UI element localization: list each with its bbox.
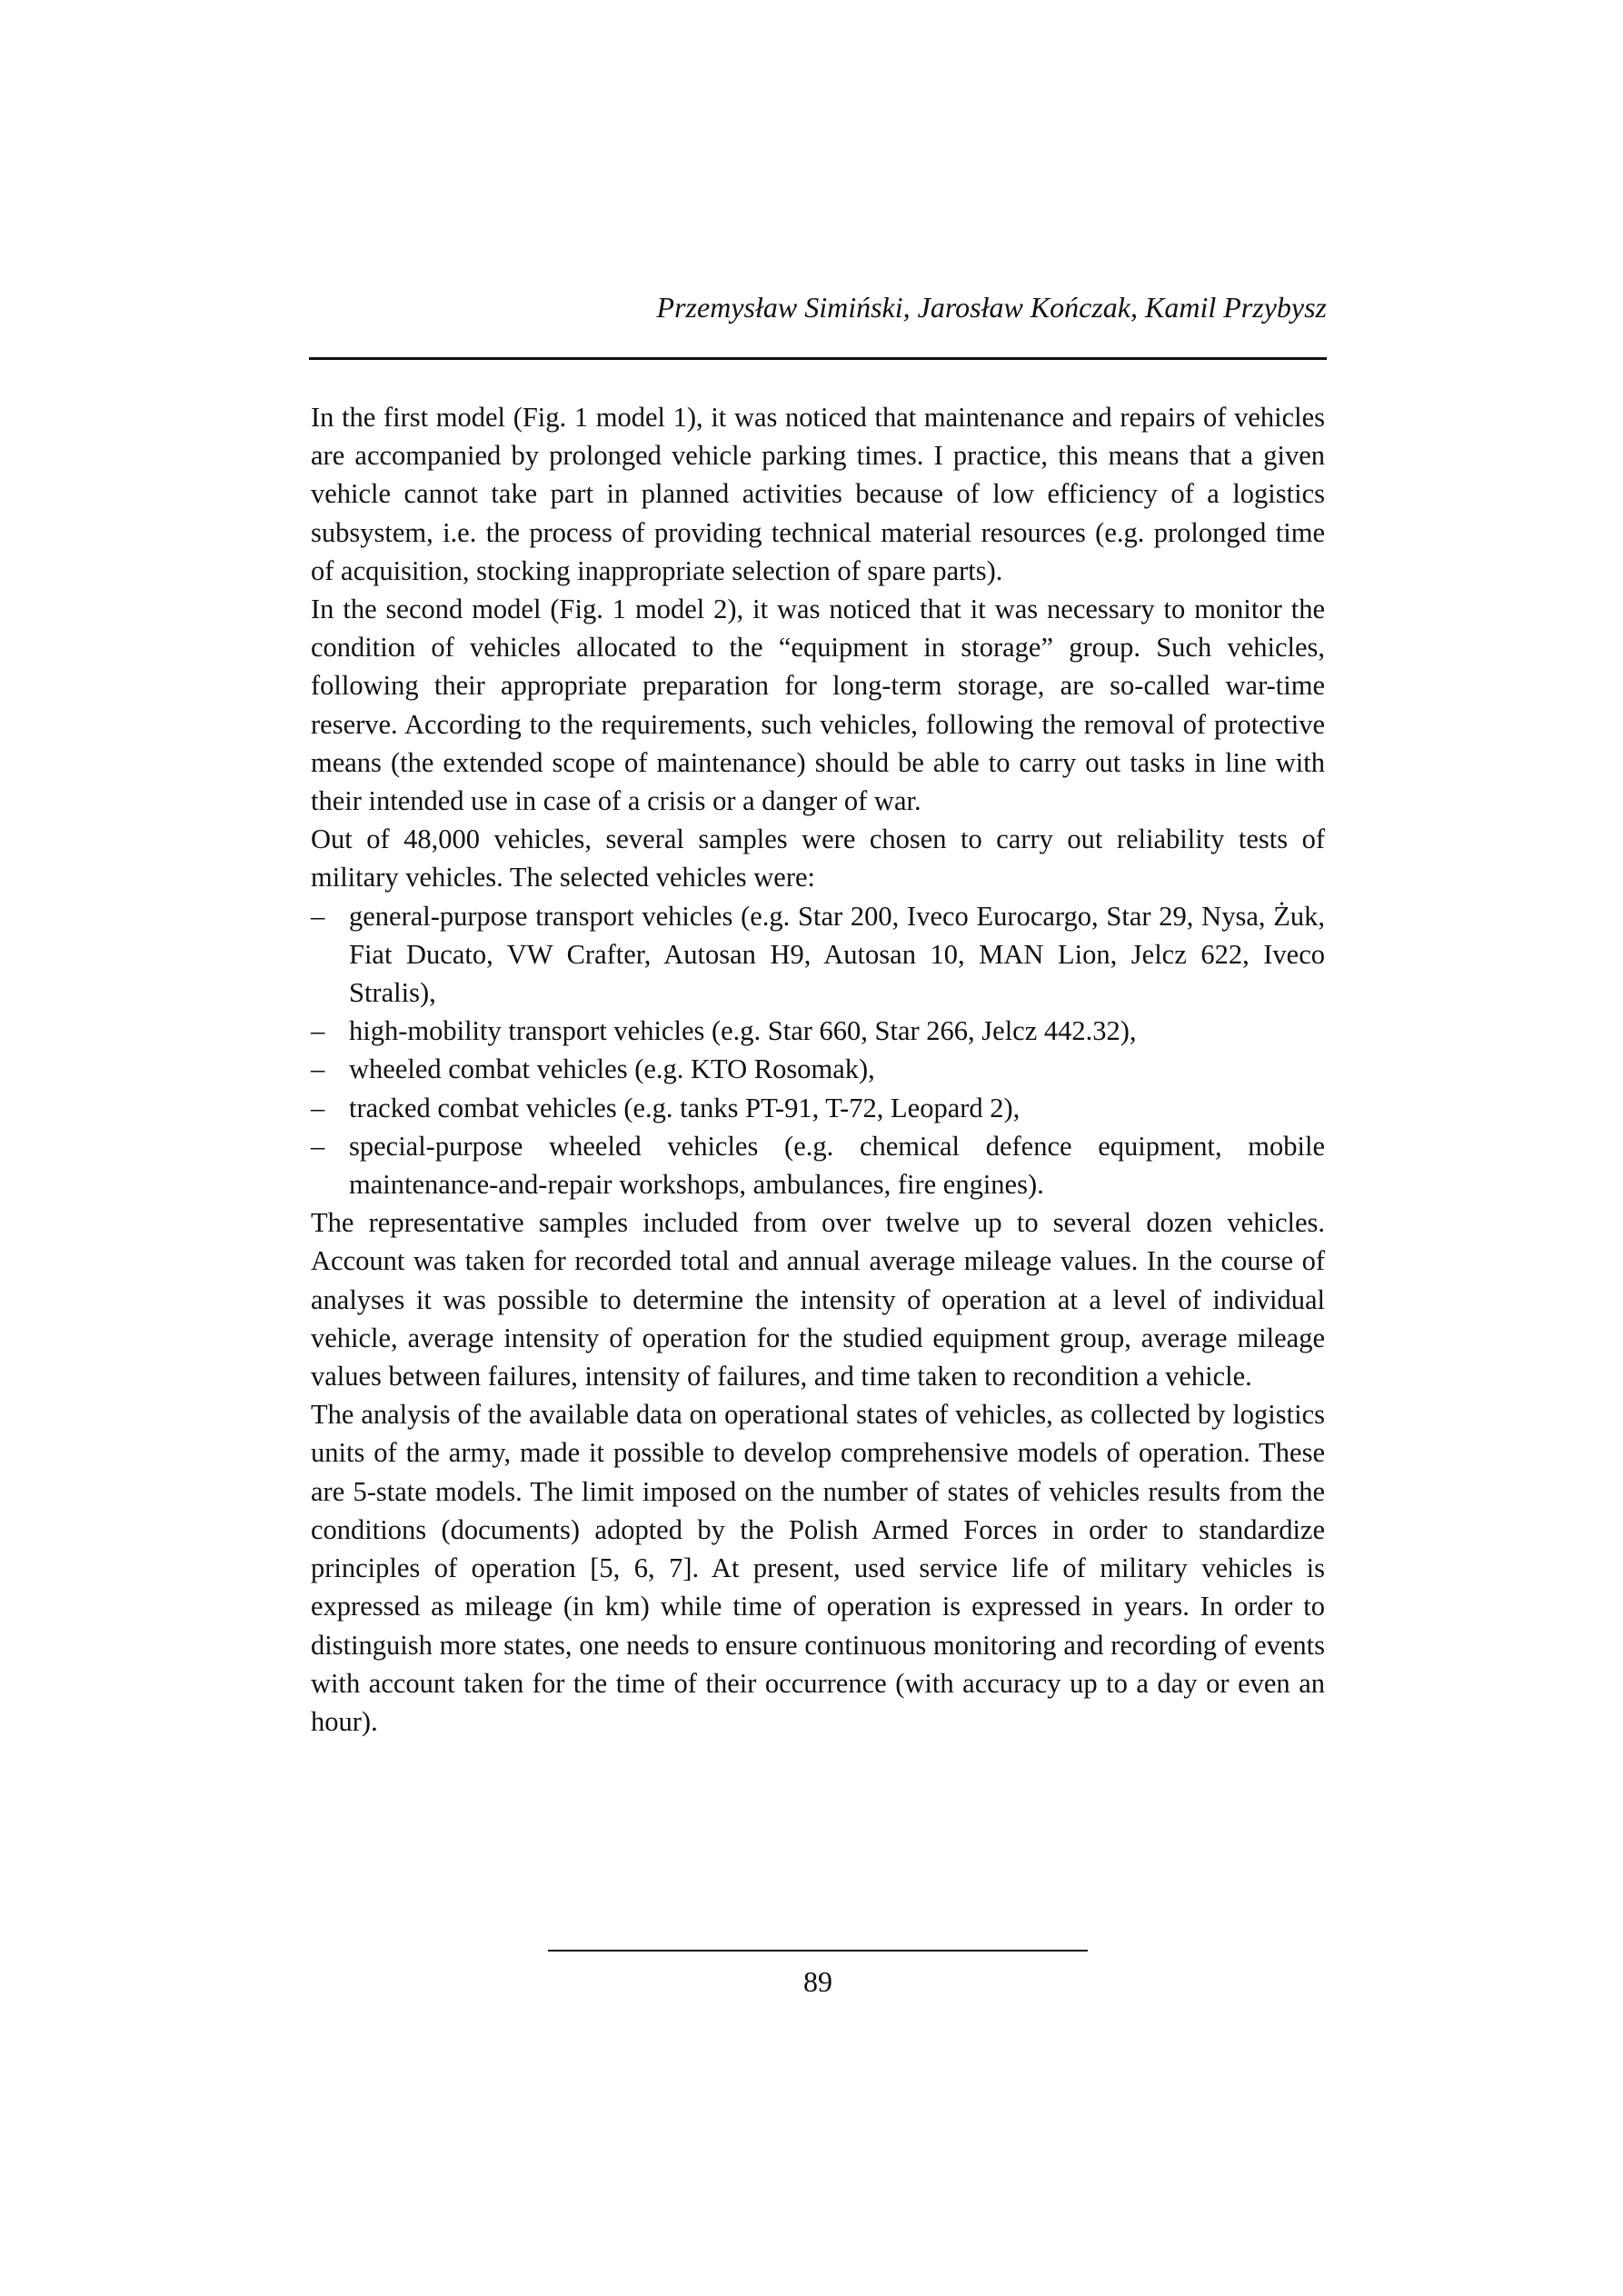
- list-dash-marker: –: [311, 1092, 325, 1123]
- list-item-text: high-mobility transport vehicles (e.g. Star 660, Star 266, Jelcz 442.32),: [349, 1015, 1137, 1047]
- paragraph-second-model: In the second model (Fig. 1 model 2), it was noticed that it was necessary to monitor the condition of vehicles allocated to the “equipment in storage” group. Such vehicles, following their appropriate preparation for long-term storage, are so-called war-time reserve. According to the requirements, such vehicles, following the removal of protective means (the extended scope of maintenance) should be able to carry out tasks in line with their intended use in case of a crisis or a danger of war.: [311, 594, 1325, 817]
- list-item-text: special-purpose wheeled vehicles (e.g. chemical defence equipment, mobile maintenance-and-repair workshops, ambulances, fire engines).: [349, 1130, 1325, 1201]
- list-item-text: general-purpose transport vehicles (e.g. Star 200, Iveco Eurocargo, Star 29, Nysa, Żuk, Fiat Ducato, VW Crafter, Autosan H9, Autosan 10, MAN Lion, Jelcz 622, Iveco Stralis),: [349, 900, 1325, 1009]
- list-item: [311, 1089, 1325, 1127]
- paragraph-samples-intro: Out of 48,000 vehicles, several samples were chosen to carry out reliability tests of military vehicles. The selected vehicles were:: [311, 824, 1325, 893]
- vehicle-list: [311, 897, 1325, 1204]
- paragraph-representative-samples: The representative samples included from over twelve up to several dozen vehicles. Account was taken for recorded total and annual average mileage values. In the course of analyses it was possible to determine the intensity of operation at a level of individual vehicle, average intensity of operation for the studied equipment group, average mileage values between failures, intensity of failures, and time taken to recondition a vehicle.: [311, 1207, 1325, 1393]
- page-number: 89: [803, 1965, 832, 1998]
- paragraph-operational-states: The analysis of the available data on operational states of vehicles, as collected by logistics units of the army, made it possible to develop comprehensive models of operation. These are 5-state models. The limit imposed on the number of states of vehicles results from the conditions (documents) adopted by the Polish Armed Forces in order to standardize principles of operation [5, 6, 7]. At present, used service life of military vehicles is expressed as mileage (in km) while time of operation is expressed in years. In order to distinguish more states, one needs to ensure continuous monitoring and recording of events with account taken for the time of their occurrence (with accuracy up to a day or even an hour).: [311, 1399, 1325, 1737]
- running-header-authors: Przemysław Simiński, Jarosław Kończak, Kamil Przybysz: [656, 291, 1327, 324]
- list-item-text: tracked combat vehicles (e.g. tanks PT-91, T-72, Leopard 2),: [349, 1092, 1021, 1123]
- body-text: [311, 398, 1325, 1741]
- footer-rule: [548, 1950, 1088, 1952]
- list-dash-marker: –: [311, 1130, 325, 1162]
- paragraph-first-model: In the first model (Fig. 1 model 1), it was noticed that maintenance and repairs of vehicles are accompanied by prolonged vehicle parking times. I practice, this means that a given vehicle cannot take part in planned activities because of low efficiency of a logistics subsystem, i.e. the process of providing technical material resources (e.g. prolonged time of acquisition, stocking inappropriate selection of spare parts).: [311, 402, 1325, 586]
- list-dash-marker: –: [311, 900, 325, 932]
- list-item: [311, 1127, 1325, 1203]
- list-item: [311, 897, 1325, 1013]
- list-item-text: wheeled combat vehicles (e.g. KTO Rosomak),: [349, 1053, 875, 1085]
- header-rule: [309, 357, 1327, 360]
- list-dash-marker: –: [311, 1053, 325, 1085]
- list-item: [311, 1012, 1325, 1050]
- list-dash-marker: –: [311, 1015, 325, 1047]
- list-item: [311, 1050, 1325, 1088]
